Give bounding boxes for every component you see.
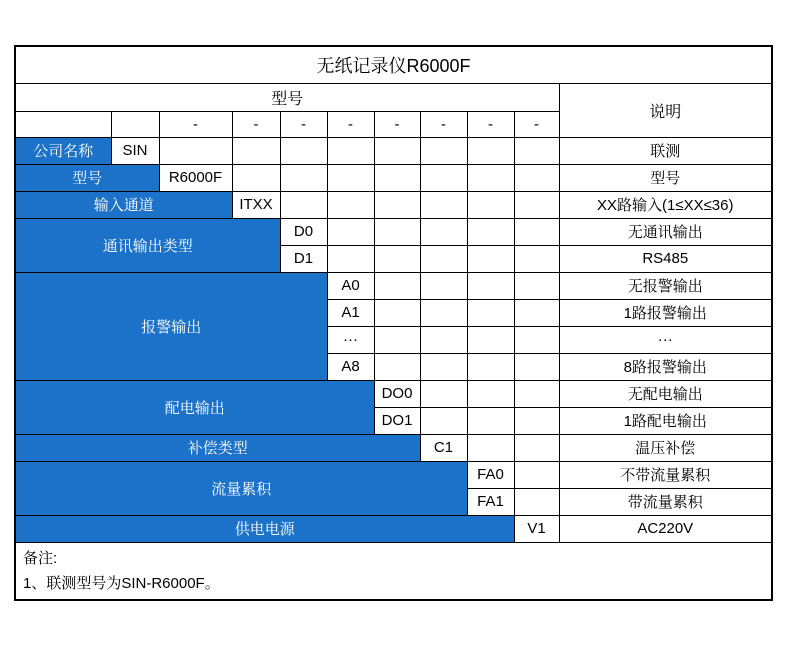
empty-cell bbox=[420, 326, 467, 353]
notes-title: 备注: bbox=[23, 549, 58, 567]
empty-cell bbox=[514, 326, 559, 353]
dash-cell: - bbox=[374, 111, 420, 137]
empty-cell bbox=[514, 191, 559, 218]
empty-cell bbox=[467, 299, 514, 326]
dash-cell: - bbox=[232, 111, 280, 137]
label-compensation-type: 补偿类型 bbox=[15, 434, 420, 461]
dash-cell: - bbox=[280, 111, 327, 137]
empty-cell bbox=[374, 164, 420, 191]
code-cell: DO0 bbox=[374, 380, 420, 407]
dash-cell: - bbox=[327, 111, 374, 137]
desc-cell: 联测 bbox=[559, 137, 772, 164]
empty-cell bbox=[467, 191, 514, 218]
empty-cell bbox=[374, 299, 420, 326]
table-row bbox=[15, 515, 772, 542]
code-cell: FA1 bbox=[467, 488, 514, 515]
empty-cell bbox=[374, 245, 420, 272]
model-header-cell: 型号 bbox=[15, 83, 559, 111]
empty-cell bbox=[374, 326, 420, 353]
empty-cell bbox=[280, 164, 327, 191]
desc-cell-ellipsis: ··· bbox=[559, 326, 772, 353]
empty-cell bbox=[420, 272, 467, 299]
empty-cell bbox=[15, 111, 111, 137]
empty-cell bbox=[280, 191, 327, 218]
label-comm-output-type: 通讯输出类型 bbox=[15, 218, 280, 272]
label-power-distribution-output: 配电输出 bbox=[15, 380, 374, 434]
notes-line: 1、联测型号为SIN-R6000F。 bbox=[23, 574, 220, 592]
dash-cell: - bbox=[514, 111, 559, 137]
desc-cell: 不带流量累积 bbox=[559, 461, 772, 488]
label-model: 型号 bbox=[15, 164, 159, 191]
empty-cell bbox=[514, 164, 559, 191]
desc-cell: 1路配电输出 bbox=[559, 407, 772, 434]
empty-cell bbox=[514, 137, 559, 164]
dash-cell: - bbox=[467, 111, 514, 137]
empty-cell bbox=[467, 407, 514, 434]
empty-cell bbox=[420, 380, 467, 407]
table-row bbox=[15, 380, 772, 407]
label-input-channels: 输入通道 bbox=[15, 191, 232, 218]
table-title: 无纸记录仪R6000F bbox=[15, 46, 772, 83]
desc-cell: 无报警输出 bbox=[559, 272, 772, 299]
empty-cell bbox=[327, 245, 374, 272]
empty-cell bbox=[514, 353, 559, 380]
empty-cell bbox=[374, 353, 420, 380]
empty-cell bbox=[514, 272, 559, 299]
empty-cell bbox=[420, 407, 467, 434]
empty-cell bbox=[467, 353, 514, 380]
label-power-supply: 供电电源 bbox=[15, 515, 514, 542]
empty-cell bbox=[514, 245, 559, 272]
code-cell: FA0 bbox=[467, 461, 514, 488]
empty-cell bbox=[374, 218, 420, 245]
desc-cell: 1路报警输出 bbox=[559, 299, 772, 326]
table-row bbox=[15, 272, 772, 299]
dash-cell: - bbox=[420, 111, 467, 137]
table-row bbox=[15, 461, 772, 488]
empty-cell bbox=[232, 164, 280, 191]
notes-cell bbox=[15, 542, 772, 600]
empty-cell bbox=[327, 164, 374, 191]
empty-cell bbox=[514, 380, 559, 407]
empty-cell bbox=[467, 137, 514, 164]
empty-cell bbox=[327, 191, 374, 218]
code-cell: R6000F bbox=[159, 164, 232, 191]
empty-cell bbox=[467, 326, 514, 353]
empty-cell bbox=[467, 380, 514, 407]
code-cell: DO1 bbox=[374, 407, 420, 434]
empty-cell bbox=[514, 218, 559, 245]
empty-cell bbox=[467, 245, 514, 272]
empty-cell bbox=[514, 299, 559, 326]
notes-row bbox=[15, 542, 772, 600]
code-cell: A1 bbox=[327, 299, 374, 326]
code-cell: C1 bbox=[420, 434, 467, 461]
empty-cell bbox=[232, 137, 280, 164]
empty-cell bbox=[420, 164, 467, 191]
desc-cell: AC220V bbox=[559, 515, 772, 542]
empty-cell bbox=[374, 191, 420, 218]
empty-cell bbox=[514, 461, 559, 488]
code-cell: A0 bbox=[327, 272, 374, 299]
desc-header-cell: 说明 bbox=[559, 83, 772, 137]
empty-cell bbox=[111, 111, 159, 137]
label-company-name: 公司名称 bbox=[15, 137, 111, 164]
table-row bbox=[15, 434, 772, 461]
code-cell: V1 bbox=[514, 515, 559, 542]
empty-cell bbox=[420, 191, 467, 218]
code-cell-ellipsis: ··· bbox=[327, 326, 374, 353]
code-cell: SIN bbox=[111, 137, 159, 164]
empty-cell bbox=[467, 218, 514, 245]
empty-cell bbox=[159, 137, 232, 164]
table-row bbox=[15, 137, 772, 164]
label-alarm-output: 报警输出 bbox=[15, 272, 327, 380]
empty-cell bbox=[420, 299, 467, 326]
desc-cell: 无配电输出 bbox=[559, 380, 772, 407]
empty-cell bbox=[420, 218, 467, 245]
empty-cell bbox=[280, 137, 327, 164]
code-cell: D0 bbox=[280, 218, 327, 245]
empty-cell bbox=[467, 272, 514, 299]
empty-cell bbox=[374, 137, 420, 164]
desc-cell: 无通讯输出 bbox=[559, 218, 772, 245]
empty-cell bbox=[467, 164, 514, 191]
table-row bbox=[15, 191, 772, 218]
desc-cell: XX路输入(1≤XX≤36) bbox=[559, 191, 772, 218]
empty-cell bbox=[514, 407, 559, 434]
code-cell: D1 bbox=[280, 245, 327, 272]
code-cell: A8 bbox=[327, 353, 374, 380]
empty-cell bbox=[514, 488, 559, 515]
table-row bbox=[15, 164, 772, 191]
desc-cell: 带流量累积 bbox=[559, 488, 772, 515]
table-row bbox=[15, 218, 772, 245]
empty-cell bbox=[514, 434, 559, 461]
empty-cell bbox=[420, 245, 467, 272]
model-selection-table bbox=[14, 45, 773, 601]
desc-cell: 温压补偿 bbox=[559, 434, 772, 461]
empty-cell bbox=[327, 137, 374, 164]
desc-cell: RS485 bbox=[559, 245, 772, 272]
empty-cell bbox=[374, 272, 420, 299]
code-cell: ITXX bbox=[232, 191, 280, 218]
empty-cell bbox=[467, 434, 514, 461]
empty-cell bbox=[327, 218, 374, 245]
label-flow-totalization: 流量累积 bbox=[15, 461, 467, 515]
dash-cell: - bbox=[159, 111, 232, 137]
empty-cell bbox=[420, 353, 467, 380]
desc-cell: 8路报警输出 bbox=[559, 353, 772, 380]
empty-cell bbox=[420, 137, 467, 164]
desc-cell: 型号 bbox=[559, 164, 772, 191]
